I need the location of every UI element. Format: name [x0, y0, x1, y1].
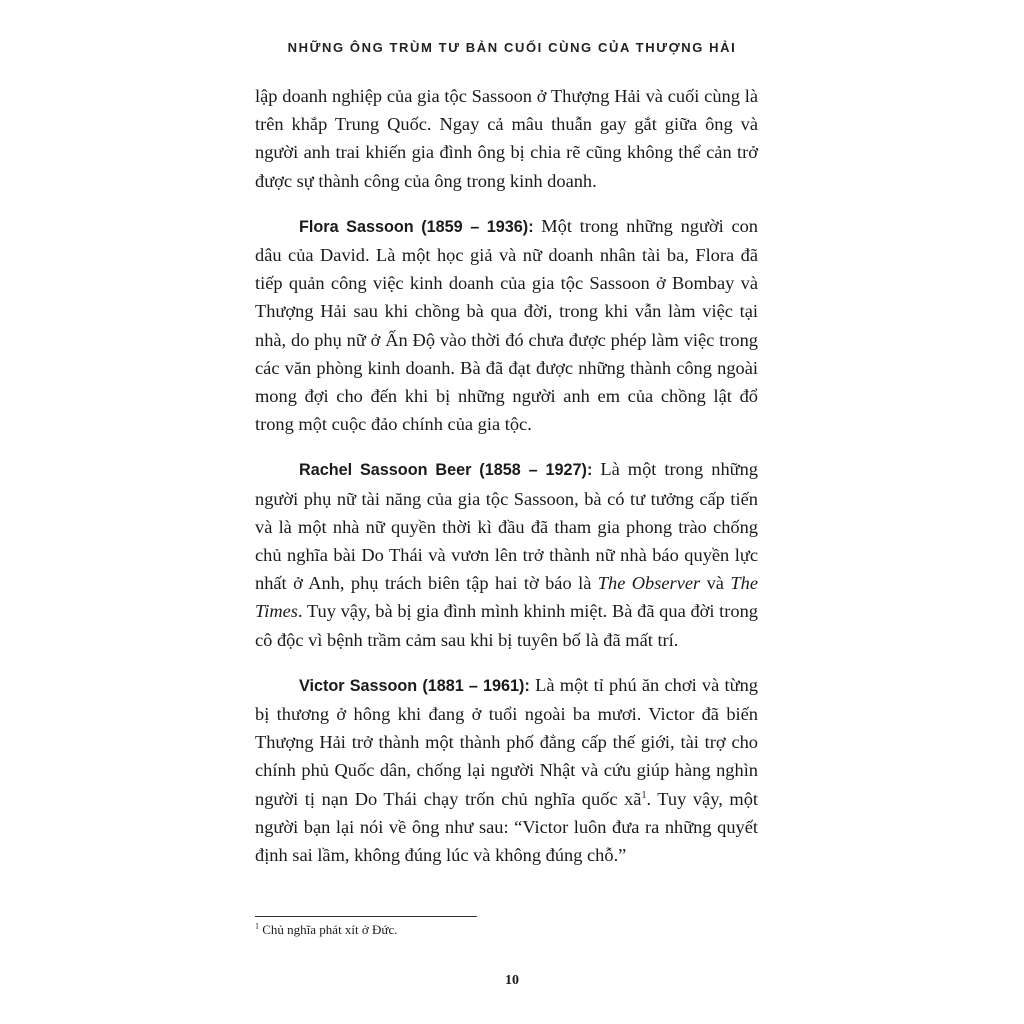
entry-text: . Tuy vậy, bà bị gia đình mình khinh miệt. Bà đã qua đời trong cô độc vì bệnh trầm cảm sau khi bị tuyên bố là đã mất trí.: [255, 601, 758, 650]
footnote-divider: [255, 916, 477, 917]
entry-name: Flora Sassoon (1859 – 1936):: [299, 217, 534, 236]
newspaper-title: The Observer: [597, 573, 701, 594]
entry-name: Rachel Sassoon Beer (1858 – 1927):: [299, 461, 593, 480]
paragraph-continuation: lập doanh nghiệp của gia tộc Sassoon ở Thượng Hải và cuối cùng là trên khắp Trung Quốc. Ngay cả mâu thuẫn gay gắt giữa ông và người anh trai khiến gia đình ông bị chia rẽ cũng không thể cản trở được sự thành công của ông trong kinh doanh.: [255, 86, 758, 191]
entry-flora-sassoon: [255, 212, 758, 439]
entry-victor-sassoon: [255, 671, 758, 869]
newspaper-title: The Times: [255, 573, 758, 622]
running-header: NHỮNG ÔNG TRÙM TƯ BẢN CUỐI CÙNG CỦA THƯỢNG HẢI: [287, 40, 737, 55]
footnote: [255, 922, 398, 938]
entry-name: Victor Sassoon (1881 – 1961):: [299, 676, 530, 695]
page-number: 10: [505, 973, 519, 988]
footnote-marker: 1: [255, 921, 259, 931]
entry-text: . Tuy vậy, một người bạn lại nói về ông như sau: “Victor luôn đưa ra những quyết định sai lầm, không đúng lúc và không đúng chỗ.”: [255, 788, 758, 866]
body-text: [255, 82, 758, 886]
footnote-text: Chủ nghĩa phát xít ở Đức.: [259, 922, 398, 937]
entry-text: Một trong những người con dâu của David. Là một học giả và nữ doanh nhân tài ba, Flora đã tiếp quản công việc kinh doanh của gia tộc Sassoon ở Bombay và Thượng Hải sau khi chồng bà qua đời, trong khi vẫn làm việc tại nhà, do phụ nữ ở Ấn Độ vào thời đó chưa được phép làm việc trong các văn phòng kinh doanh. Bà đã đạt được những thành công ngoài mong đợi cho đến khi bị những người anh em của chồng lật đổ trong một cuộc đảo chính của gia tộc.: [255, 215, 758, 435]
entry-rachel-sassoon-beer: [255, 455, 758, 653]
entry-text: và: [700, 573, 731, 594]
footnote-reference: 1: [641, 789, 647, 801]
entry-text: Là một tỉ phú ăn chơi và từng bị thương ở hông khi đang ở tuổi ngoài ba mươi. Victor đã biến Thượng Hải trở thành một thành phố đẳng cấp thế giới, tài trợ cho chính phủ Quốc dân, chống lại người Nhật và cứu giúp hàng nghìn người tị nạn Do Thái chạy trốn chủ nghĩa quốc xã: [255, 674, 758, 809]
entry-text: Là một trong những người phụ nữ tài năng của gia tộc Sassoon, bà có tư tưởng cấp tiến và là một nhà nữ quyền thời kì đầu đã tham gia phong trào chống chủ nghĩa bài Do Thái và vươn lên trở thành nữ nhà báo quyền lực nhất ở Anh, phụ trách biên tập hai tờ báo là: [255, 459, 758, 594]
